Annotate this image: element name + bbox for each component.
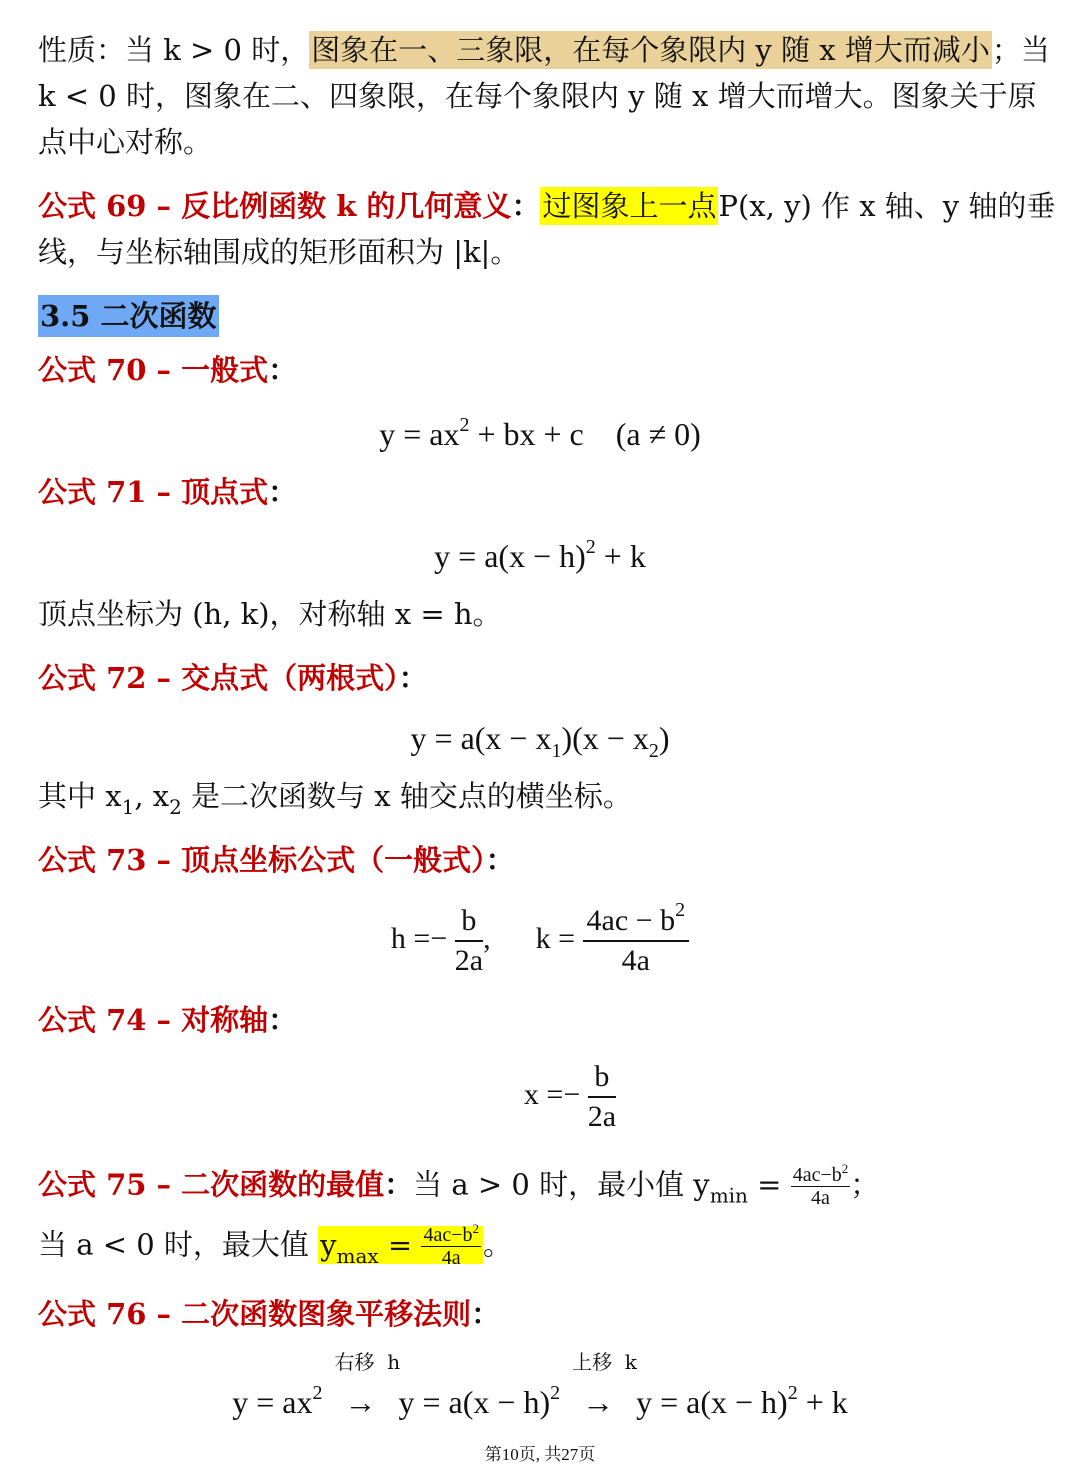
formula-70-heading bbox=[38, 350, 297, 390]
eq-sign: = bbox=[378, 1227, 422, 1262]
arrow-icon: → bbox=[582, 1384, 615, 1420]
formula-73-heading bbox=[38, 840, 515, 880]
arrow-icon: → bbox=[344, 1384, 377, 1420]
formula-71-note: 顶点坐标为 (h, k)，对称轴 x = h。 bbox=[38, 597, 502, 631]
fraction-k bbox=[583, 899, 690, 978]
fraction-max bbox=[421, 1221, 481, 1269]
formula-69-title: 公式 69 – 反比例函数 k 的几何意义 bbox=[38, 189, 512, 223]
section-heading bbox=[38, 296, 219, 336]
arrow-label: 上移 k bbox=[572, 1350, 637, 1374]
property-text-end: ；当 bbox=[991, 33, 1050, 67]
formula-76-equation bbox=[0, 1350, 1080, 1421]
formula-73-title: 公式 73 – 顶点坐标公式（一般式） bbox=[38, 843, 486, 877]
eq-part: ) bbox=[658, 720, 670, 756]
formula-71-heading bbox=[38, 472, 297, 512]
frac-num-text: 4ac−b bbox=[792, 1164, 842, 1186]
formula-74-colon: ： bbox=[268, 1003, 298, 1037]
fraction-h bbox=[455, 904, 483, 978]
eq-part: y = ax bbox=[379, 416, 460, 452]
arrow-label: 右移 h bbox=[334, 1350, 401, 1374]
formula-72-equation bbox=[0, 720, 1080, 762]
eq-part: y = a(x − x bbox=[410, 720, 552, 756]
eq-sup: 2 bbox=[312, 1382, 323, 1404]
min-sub: min bbox=[709, 1183, 748, 1208]
eq-part: y = ax bbox=[232, 1384, 313, 1420]
formula-72-note bbox=[38, 776, 632, 819]
formula-75-colon: ： bbox=[384, 1167, 414, 1202]
eq-sup: 2 bbox=[459, 414, 470, 436]
formula-69-colon: ： bbox=[511, 189, 541, 223]
note-part: 是二次函数与 x 轴交点的横坐标。 bbox=[181, 779, 632, 813]
formula-71-title: 公式 71 – 顶点式 bbox=[38, 475, 269, 509]
formula-69-text: P(x, y) 作 x 轴、y 轴的垂 bbox=[718, 189, 1056, 223]
formula-75-line-1 bbox=[38, 1161, 880, 1209]
arrow-up-shift bbox=[572, 1350, 637, 1421]
frac-den: 2a bbox=[454, 944, 484, 977]
formula-75-line-2 bbox=[38, 1221, 513, 1269]
frac-sup: 2 bbox=[675, 899, 686, 921]
frac-num: b bbox=[455, 904, 483, 942]
formula-74-title: 公式 74 – 对称轴 bbox=[38, 1003, 269, 1037]
property-line-3: 点中心对称。 bbox=[38, 125, 213, 159]
formula-72-title: 公式 72 – 交点式（两根式） bbox=[38, 661, 399, 695]
note-part: , x bbox=[134, 779, 170, 813]
frac-num bbox=[421, 1221, 481, 1247]
semicolon: ； bbox=[850, 1167, 880, 1202]
formula-70-title: 公式 70 – 一般式 bbox=[38, 353, 269, 387]
min-text: 当 a > 0 时，最小值 y bbox=[413, 1167, 710, 1202]
formula-76-heading bbox=[38, 1294, 500, 1334]
formula-74-heading bbox=[38, 1000, 297, 1040]
eq-part: y = a(x − h) bbox=[434, 538, 586, 574]
formula-76-colon: ： bbox=[471, 1297, 501, 1331]
eq-sub: 2 bbox=[648, 740, 659, 762]
eq-part: x =− bbox=[523, 1077, 581, 1111]
max-y: y bbox=[320, 1227, 337, 1262]
frac-sup: 2 bbox=[472, 1221, 479, 1236]
max-highlight bbox=[318, 1221, 483, 1269]
formula-71-equation bbox=[0, 538, 1080, 575]
eq-part: k = bbox=[535, 921, 576, 955]
property-highlight: 图象在一、三象限，在每个象限内 y 随 x 增大而减小 bbox=[311, 33, 990, 67]
eq-sign: = bbox=[747, 1167, 791, 1202]
eq-sub: 1 bbox=[551, 740, 562, 762]
frac-den: 4a bbox=[621, 944, 650, 977]
eq-part: h =− bbox=[390, 921, 448, 955]
eq-part: + k bbox=[797, 1384, 848, 1420]
eq-sup: 2 bbox=[585, 536, 596, 558]
eq-sep: , bbox=[483, 921, 491, 955]
note-sub: 1 bbox=[121, 795, 135, 819]
formula-76-title: 公式 76 – 二次函数图象平移法则 bbox=[38, 1297, 472, 1331]
max-text: 当 a < 0 时，最大值 bbox=[38, 1227, 319, 1262]
formula-72-colon: ： bbox=[398, 661, 428, 695]
section-title: 3.5 二次函数 bbox=[38, 295, 219, 337]
frac-den: 4a bbox=[811, 1187, 830, 1209]
frac-num: b bbox=[588, 1060, 616, 1098]
property-line-1 bbox=[38, 30, 1050, 70]
formula-69-line-2: 线，与坐标轴围成的矩形面积为 |k|。 bbox=[38, 235, 520, 269]
eq-part: y = a(x − h) bbox=[636, 1384, 788, 1420]
frac-num bbox=[583, 899, 690, 942]
max-sub: max bbox=[336, 1243, 379, 1268]
formula-70-equation bbox=[0, 416, 1080, 453]
frac-den: 4a bbox=[441, 1247, 461, 1269]
frac-sup: 2 bbox=[841, 1161, 849, 1176]
frac-num-text: 4ac−b bbox=[423, 1224, 473, 1246]
eq-part: )(x − x bbox=[561, 720, 649, 756]
property-text: 性质：当 k > 0 时， bbox=[38, 33, 310, 67]
frac-num bbox=[791, 1161, 851, 1187]
property-line-2: k < 0 时，图象在二、四象限，在每个象限内 y 随 x 增大而增大。图象关于原 bbox=[38, 79, 1037, 113]
eq-sup: 2 bbox=[550, 1382, 561, 1404]
note-sub: 2 bbox=[169, 795, 182, 819]
formula-72-heading bbox=[38, 658, 428, 698]
formula-70-colon: ： bbox=[268, 353, 298, 387]
fraction-min bbox=[791, 1161, 851, 1209]
formula-74-equation bbox=[0, 1060, 1080, 1134]
page-footer: 第10页, 共27页 bbox=[484, 1445, 596, 1464]
frac-num-text: 4ac − b bbox=[586, 904, 676, 937]
formula-71-colon: ： bbox=[268, 475, 298, 509]
eq-part: + k bbox=[595, 538, 646, 574]
frac-den: 2a bbox=[587, 1100, 617, 1133]
formula-73-colon: ： bbox=[485, 843, 515, 877]
period: 。 bbox=[483, 1227, 513, 1262]
formula-69-highlight: 过图象上一点 bbox=[542, 189, 717, 223]
formula-69-line-1 bbox=[38, 186, 1055, 226]
note-part: 其中 x bbox=[38, 779, 122, 813]
fraction-axis bbox=[588, 1060, 616, 1134]
eq-part: y = a(x − h) bbox=[398, 1384, 551, 1420]
formula-73-equation bbox=[0, 899, 1080, 978]
eq-part: + bx + c (a ≠ 0) bbox=[469, 416, 701, 452]
formula-75-title: 公式 75 – 二次函数的最值 bbox=[38, 1167, 385, 1202]
arrow-right-shift bbox=[334, 1350, 401, 1421]
eq-sup: 2 bbox=[787, 1382, 798, 1404]
